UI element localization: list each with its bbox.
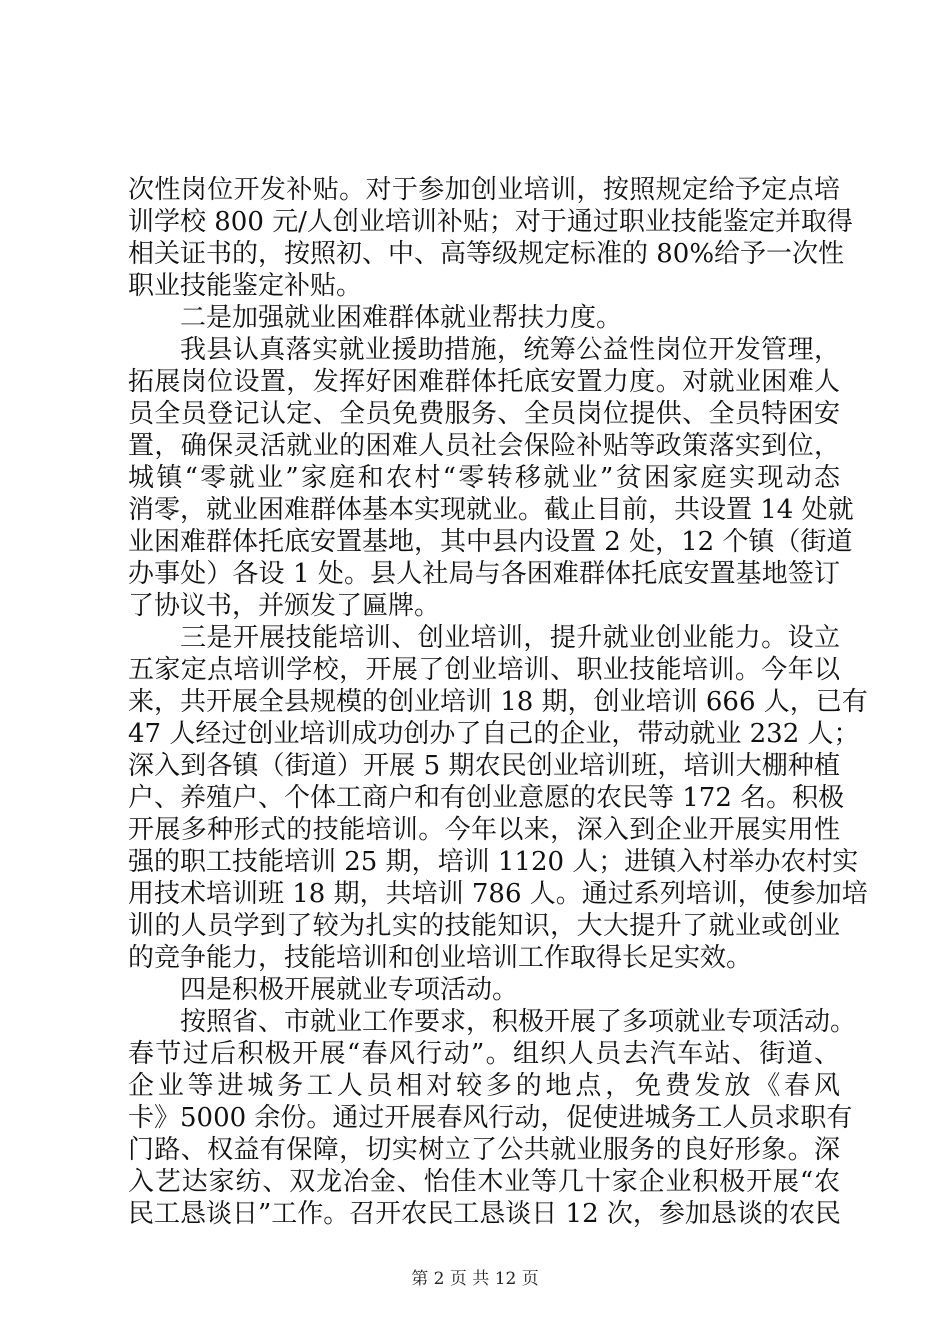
text-line: 我县认真落实就业援助措施，统筹公益性岗位开发管理， [180, 335, 840, 365]
text-line: 户、养殖户、个体工商户和有创业意愿的农民等 172 名。积极 [128, 783, 845, 813]
text-line: 民工恳谈日”工作。召开农民工恳谈日 12 次，参加恳谈的农民 [128, 1199, 841, 1229]
text-line: 员全员登记认定、全员免费服务、全员岗位提供、全员特困安 [128, 399, 840, 429]
text-line: 次性岗位开发补贴。对于参加创业培训，按照规定给予定点培 [128, 175, 840, 205]
text-line: 深入到各镇（街道）开展 5 期农民创业培训班，培训大棚种植 [128, 751, 840, 781]
text-line: 城镇“零就业”家庭和农村“零转移就业”贫困家庭实现动态 [128, 463, 840, 493]
text-line: 训的人员学到了较为扎实的技能知识，大大提升了就业或创业 [128, 911, 840, 941]
text-line: 置，确保灵活就业的困难人员社会保险补贴等政策落实到位， [128, 431, 840, 461]
text-line: 开展多种形式的技能培训。今年以来，深入到企业开展实用性 [128, 815, 840, 845]
section-heading: 四是积极开展就业专项活动。 [180, 975, 519, 1005]
text-line: 门路、权益有保障，切实树立了公共就业服务的良好形象。深 [128, 1135, 840, 1165]
text-line: 按照省、市就业工作要求，积极开展了多项就业专项活动。 [180, 1007, 857, 1037]
text-line: 五家定点培训学校，开展了创业培训、职业技能培训。今年以 [128, 655, 840, 685]
text-line: 用技术培训班 18 期，共培训 786 人。通过系列培训，使参加培 [128, 879, 868, 909]
text-line: 强的职工技能培训 25 期，培训 1120 人；进镇入村举办农村实 [128, 847, 859, 877]
text-line: 三是开展技能培训、创业培训，提升就业创业能力。设立 [180, 623, 840, 653]
text-line: 春节过后积极开展“春风行动”。组织人员去汽车站、街道、 [128, 1039, 840, 1069]
text-line: 办事处）各设 1 处。县人社局与各困难群体托底安置基地签订 [128, 559, 840, 589]
text-line: 相关证书的，按照初、中、高等级规定标准的 80%给予一次性 [128, 239, 845, 269]
section-heading: 二是加强就业困难群体就业帮扶力度。 [180, 303, 623, 333]
text-line: 入艺达家纺、双龙冶金、怡佳木业等几十家企业积极开展“农 [128, 1167, 840, 1197]
text-line: 的竞争能力，技能培训和创业培训工作取得长足实效。 [128, 943, 753, 973]
text-line: 拓展岗位设置，发挥好困难群体托底安置力度。对就业困难人 [128, 367, 840, 397]
text-line: 卡》5000 余份。通过开展春风行动，促使进城务工人员求职有 [128, 1103, 853, 1133]
document-body [128, 174, 868, 1230]
text-line: 47 人经过创业培训成功创办了自己的企业，带动就业 232 人； [128, 719, 860, 749]
text-line: 消零，就业困难群体基本实现就业。截止目前，共设置 14 处就 [128, 495, 854, 525]
page-number-footer: 第 2 页 共 12 页 [411, 1269, 539, 1289]
text-line: 企业等进城务工人员相对较多的地点，免费发放《春风 [128, 1071, 840, 1101]
text-line: 业困难群体托底安置基地，其中县内设置 2 处，12 个镇（街道 [128, 527, 853, 557]
text-line: 训学校 800 元/人创业培训补贴；对于通过职业技能鉴定并取得 [128, 207, 853, 237]
text-line: 来，共开展全县规模的创业培训 18 期，创业培训 666 人，已有 [128, 687, 868, 717]
text-line: 职业技能鉴定补贴。 [128, 271, 363, 301]
text-line: 了协议书，并颁发了匾牌。 [128, 591, 441, 621]
